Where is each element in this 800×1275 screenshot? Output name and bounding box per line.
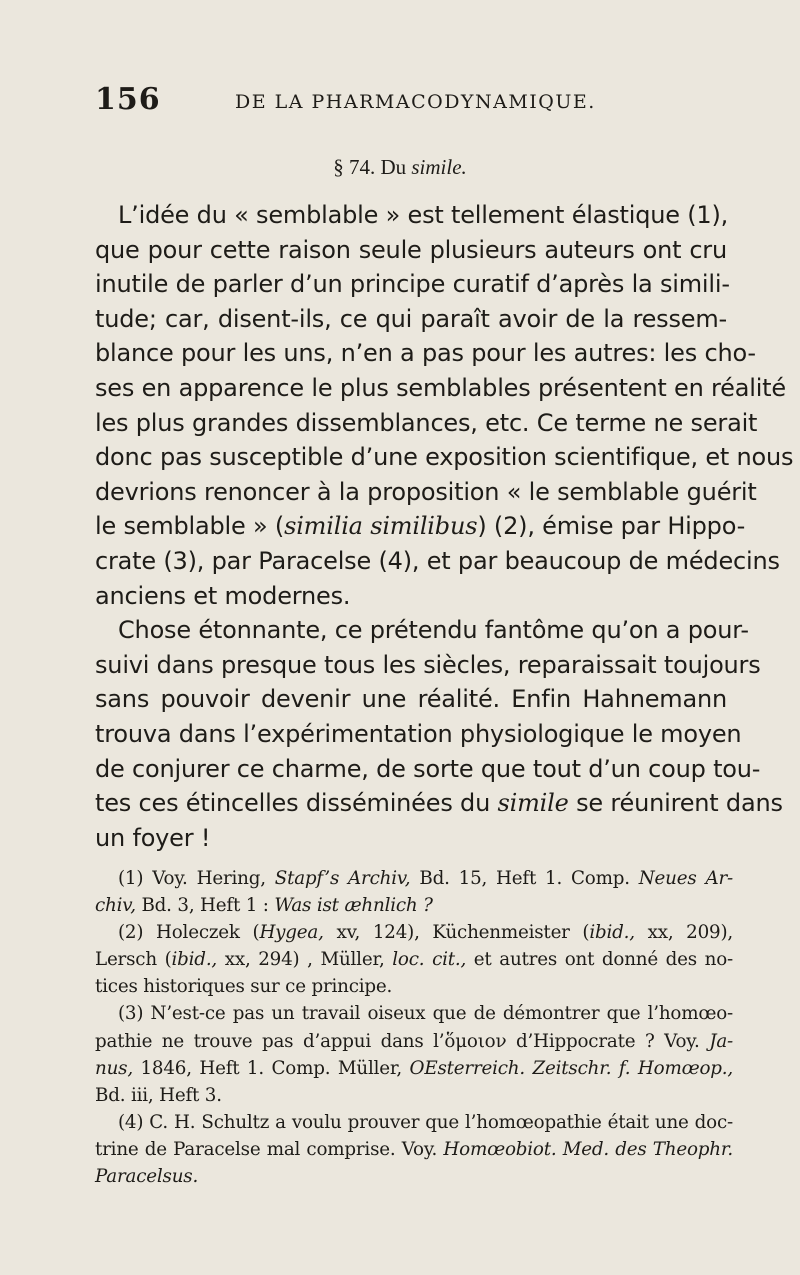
text-line: ses en apparence le plus semblables présentent en réalité (95, 373, 786, 402)
footnote-line (95, 919, 733, 946)
italic-title: Neues Ar- (638, 868, 733, 889)
text-line: sans pouvoir devenir une réalité. Enfin Hahnemann (95, 685, 727, 714)
text-segment: Bd. 15, Heft 1. Comp. (410, 868, 639, 889)
italic-title: loc. cit., (392, 949, 467, 971)
footnote-line (95, 1163, 733, 1190)
footnote-line (95, 1136, 733, 1163)
text-line: que pour cette raison seule plusieurs auteurs ont cru (95, 235, 727, 264)
text-line: anciens et modernes. (95, 581, 351, 610)
text-segment: se réunirent dans (568, 789, 783, 818)
text-segment: xx, 209), (634, 922, 733, 944)
footnote-line: (3) N’est-ce pas un travail oiseux que de démontrer que l’homœo- (118, 1003, 733, 1025)
italic-title: chiv, (95, 895, 136, 917)
italic-title: Hygea, (259, 922, 324, 944)
text-line: L’idée du « semblable » est tellement élastique (1), (118, 201, 729, 229)
italic-title: Was ist æhnlich ? (274, 895, 433, 917)
italic-title: ibid., (171, 949, 218, 971)
text-line: blance pour les uns, n’en a pas pour les autres: les cho- (95, 339, 756, 368)
italic-title: ibid., (589, 922, 635, 944)
text-line: crate (3), par Paracelse (4), et par beaucoup de médecins (95, 546, 780, 575)
text-segment: trine de Paracelse mal comprise. Voy. (95, 1138, 444, 1160)
italic-title: Paracelsus. (95, 1166, 199, 1188)
text-segment: le semblable » ( (95, 512, 285, 541)
text-segment: xx, 294) , Müller, (217, 949, 393, 971)
footnote-line (95, 892, 733, 919)
text-segment: (1) Voy. Hering, (118, 868, 275, 889)
footnote-line (95, 1028, 733, 1055)
text-line: inutile de parler d’un principe curatif d’après la simili- (95, 270, 730, 299)
italic-title: Ja- (709, 1030, 733, 1052)
text-line: de conjurer ce charme, de sorte que tout d’un coup tou- (95, 754, 761, 783)
text-segment: 1846, Heft 1. Comp. Müller, (132, 1057, 410, 1079)
text-segment: Bd. 3, Heft 1 : (135, 895, 275, 917)
text-segment: (2) Holeczek ( (118, 922, 260, 944)
section-number: § 74. Du (333, 155, 412, 179)
text-segment: ) (2), émise par Hippo- (477, 512, 746, 541)
italic-title: Homœobiot. Med. des Theophr. (443, 1138, 733, 1160)
text-line: trouva dans l’expérimentation physiologique le moyen (95, 719, 742, 748)
footnote-line: (4) C. H. Schultz a voulu prouver que l’homœopathie était une doc- (118, 1111, 733, 1133)
text-line: Chose étonnante, ce prétendu fantôme qu’on a pour- (118, 616, 749, 645)
text-segment: pathie ne trouve pas d’appui dans l’ὅμοιον d’Hippocrate ? Voy. (95, 1030, 710, 1052)
text-line: un foyer ! (95, 823, 211, 852)
page-header (95, 82, 725, 122)
footnote-line (95, 946, 733, 973)
footnote-line (95, 1055, 733, 1082)
text-segment: et autres ont donné des no- (466, 949, 734, 971)
text-line (95, 786, 783, 821)
text-segment: xv, 124), Küchenmeister ( (323, 922, 590, 944)
page-number: 156 (95, 82, 161, 117)
footnote-line: tices historiques sur ce principe. (95, 976, 393, 998)
running-title: DE LA PHARMACODYNAMIQUE. (235, 91, 596, 113)
text-line: les plus grandes dissemblances, etc. Ce terme ne serait (95, 408, 758, 437)
text-line (95, 509, 746, 544)
text-segment: Lersch ( (95, 949, 172, 971)
italic-title: Stapf’s Archiv, (274, 868, 411, 889)
latin-word: simile (497, 789, 569, 818)
italic-title: nus, (95, 1057, 133, 1079)
text-line: tude; car, disent-ils, ce qui paraît avoir de la ressem- (95, 304, 727, 333)
section-heading (0, 155, 800, 180)
latin-phrase: similia similibus (284, 512, 478, 541)
text-line: suivi dans presque tous les siècles, reparaissait toujours (95, 650, 761, 679)
section-title-italic: simile. (411, 155, 467, 179)
footnote-line: Bd. iii, Heft 3. (95, 1084, 222, 1106)
body-text (95, 198, 794, 855)
text-segment: tes ces étincelles disséminées du (95, 789, 498, 818)
footnotes (95, 865, 733, 1190)
text-line: donc pas susceptible d’une exposition scientifique, et nous (95, 443, 794, 472)
footnote-line (95, 865, 733, 892)
italic-title: OEsterreich. Zeitschr. f. Homœop., (409, 1057, 734, 1079)
text-line: devrions renoncer à la proposition « le semblable guérit (95, 477, 757, 506)
